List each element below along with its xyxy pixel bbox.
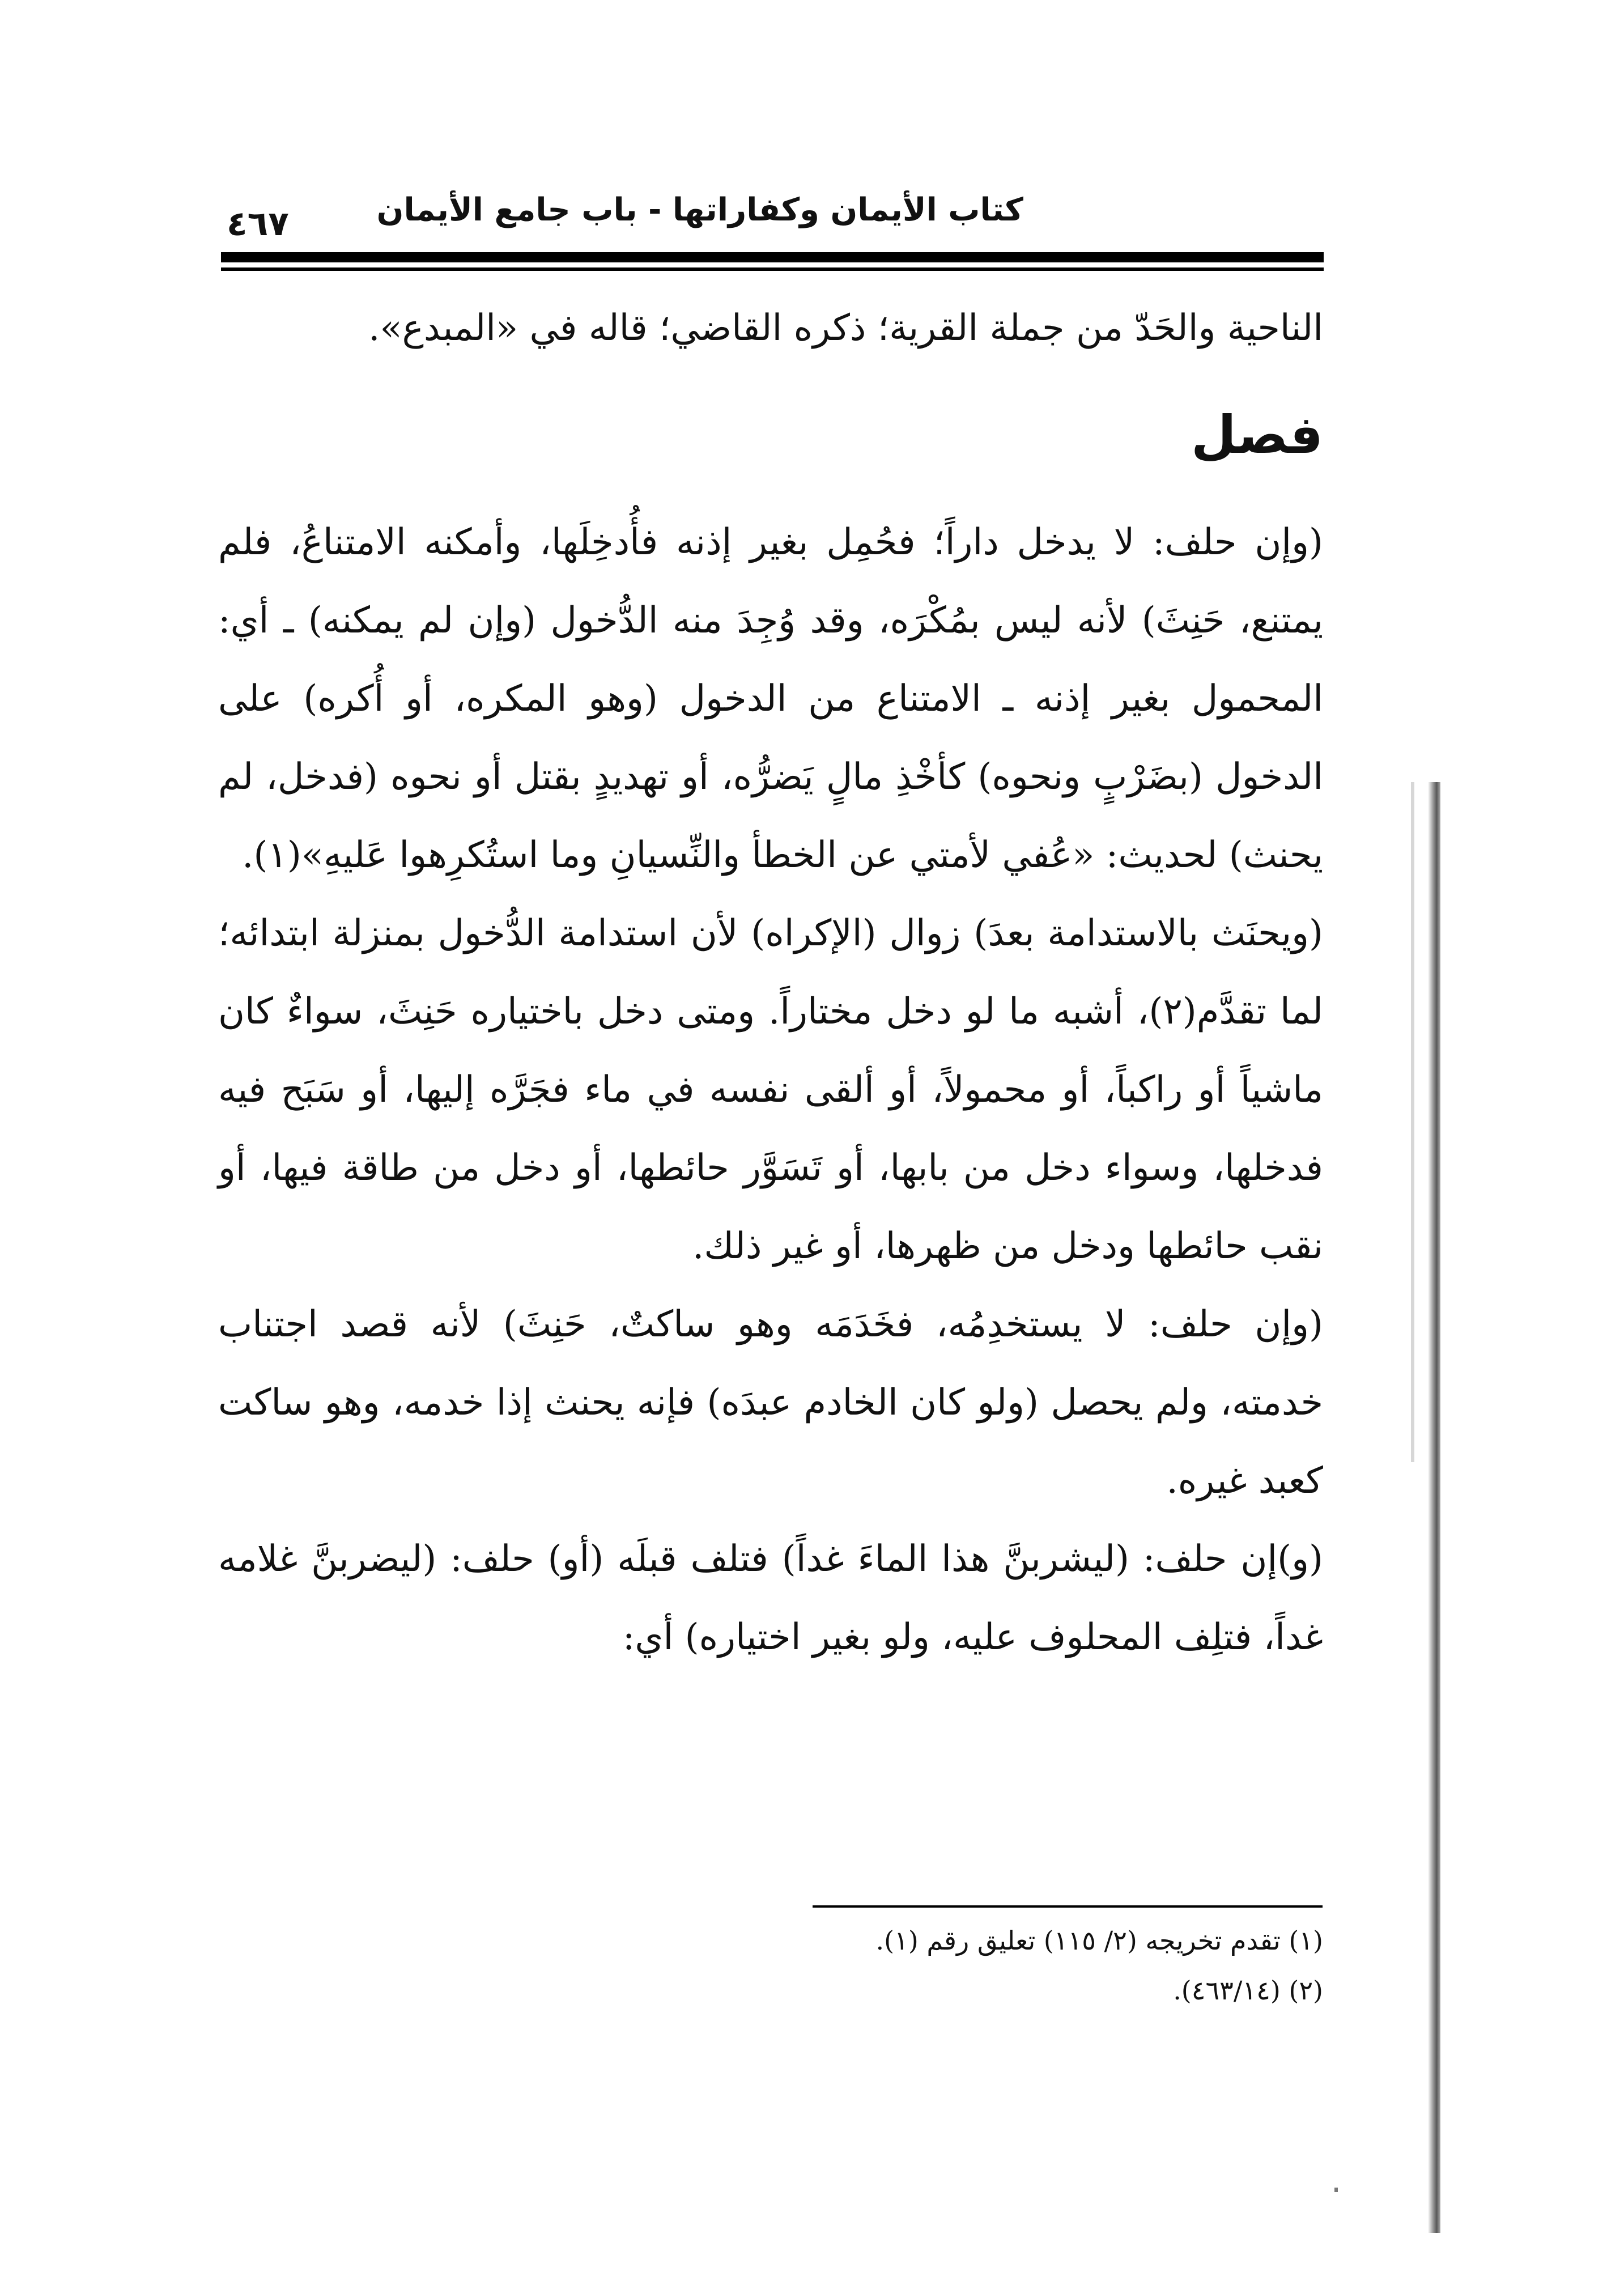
scan-speck	[1334, 2188, 1338, 2192]
intro-line: الناحية والحَدّ من جملة القرية؛ ذكره القاضي؛ قاله في «المبدع».	[368, 307, 1323, 349]
page-number: ٤٦٧	[227, 204, 289, 244]
footnote-separator	[813, 1905, 1323, 1908]
paragraph: (وإن حلف: لا يدخل داراً؛ فحُمِل بغير إذنه فأُدخِلَها، وأمكنه الامتناعُ، فلم يمتنع، حَنِثَ) لأنه ليس بمُكْرَه، وقد وُجِدَ منه الدُّخول (وإن لم يمكنه) ـ أي: المحمول بغير إذنه ـ الامتناع من الدخول (وهو المكره، أو أُكره) على الدخول (بضَرْبٍ ونحوه) كأخْذِ مالٍ يَضرُّه، أو تهديدٍ بقتل أو نحوه (فدخل، لم يحنث) لحديث: «عُفي لأمتي عن الخطأ والنِّسيانِ وما استُكرِهوا عَليهِ»(١).	[218, 521, 1324, 876]
page-header	[221, 187, 1324, 249]
header-rule-thick	[221, 252, 1324, 262]
scan-edge-shadow	[1428, 782, 1440, 2233]
section-heading: فصل	[1191, 405, 1323, 465]
scan-edge-shadow-inner	[1411, 782, 1414, 1462]
footnotes	[623, 1916, 1323, 2015]
header-rule-thin	[221, 267, 1324, 271]
paragraph: (ويحنَث بالاستدامة بعدَ) زوال (الإكراه) لأن استدامة الدُّخول بمنزلة ابتدائه؛ لما تقدَّم(٢)، أشبه ما لو دخل مختاراً. ومتى دخل باختياره حَنِثَ، سواءٌ كان ماشياً أو راكباً، أو محمولاً، أو ألقى نفسه في ماء فجَرَّه إليها، أو سَبَح فيه فدخلها، وسواء دخل من بابها، أو تَسَوَّر حائطها، أو دخل من طاقة فيها، أو نقب حائطها ودخل من ظهرها، أو غير ذلك.	[218, 912, 1324, 1267]
paragraph: (و)إن حلف: (ليشربنَّ هذا الماءَ غداً) فتلف قبلَه (أو) حلف: (ليضربنَّ غلامه غداً، فتلِف المحلوف عليه، ولو بغير اختياره) أي:	[218, 1538, 1323, 1658]
running-title: كتاب الأيمان وكفاراتها - باب جامع الأيمان	[376, 192, 1023, 228]
footnote: (٢) (٤٦٣/١٤).	[1173, 1975, 1323, 2006]
footnote: (١) تقدم تخريجه (٢/ ١١٥) تعليق رقم (١).	[875, 1925, 1323, 1956]
main-text	[218, 289, 1323, 1676]
paragraph: (وإن حلف: لا يستخدِمُه، فخَدَمَه وهو ساكتٌ، حَنِثَ) لأنه قصد اجتناب خدمته، ولم يحصل (ولو كان الخادم عبدَه) فإنه يحنث إذا خدمه، وهو ساكت كعبد غيره.	[218, 1303, 1324, 1502]
